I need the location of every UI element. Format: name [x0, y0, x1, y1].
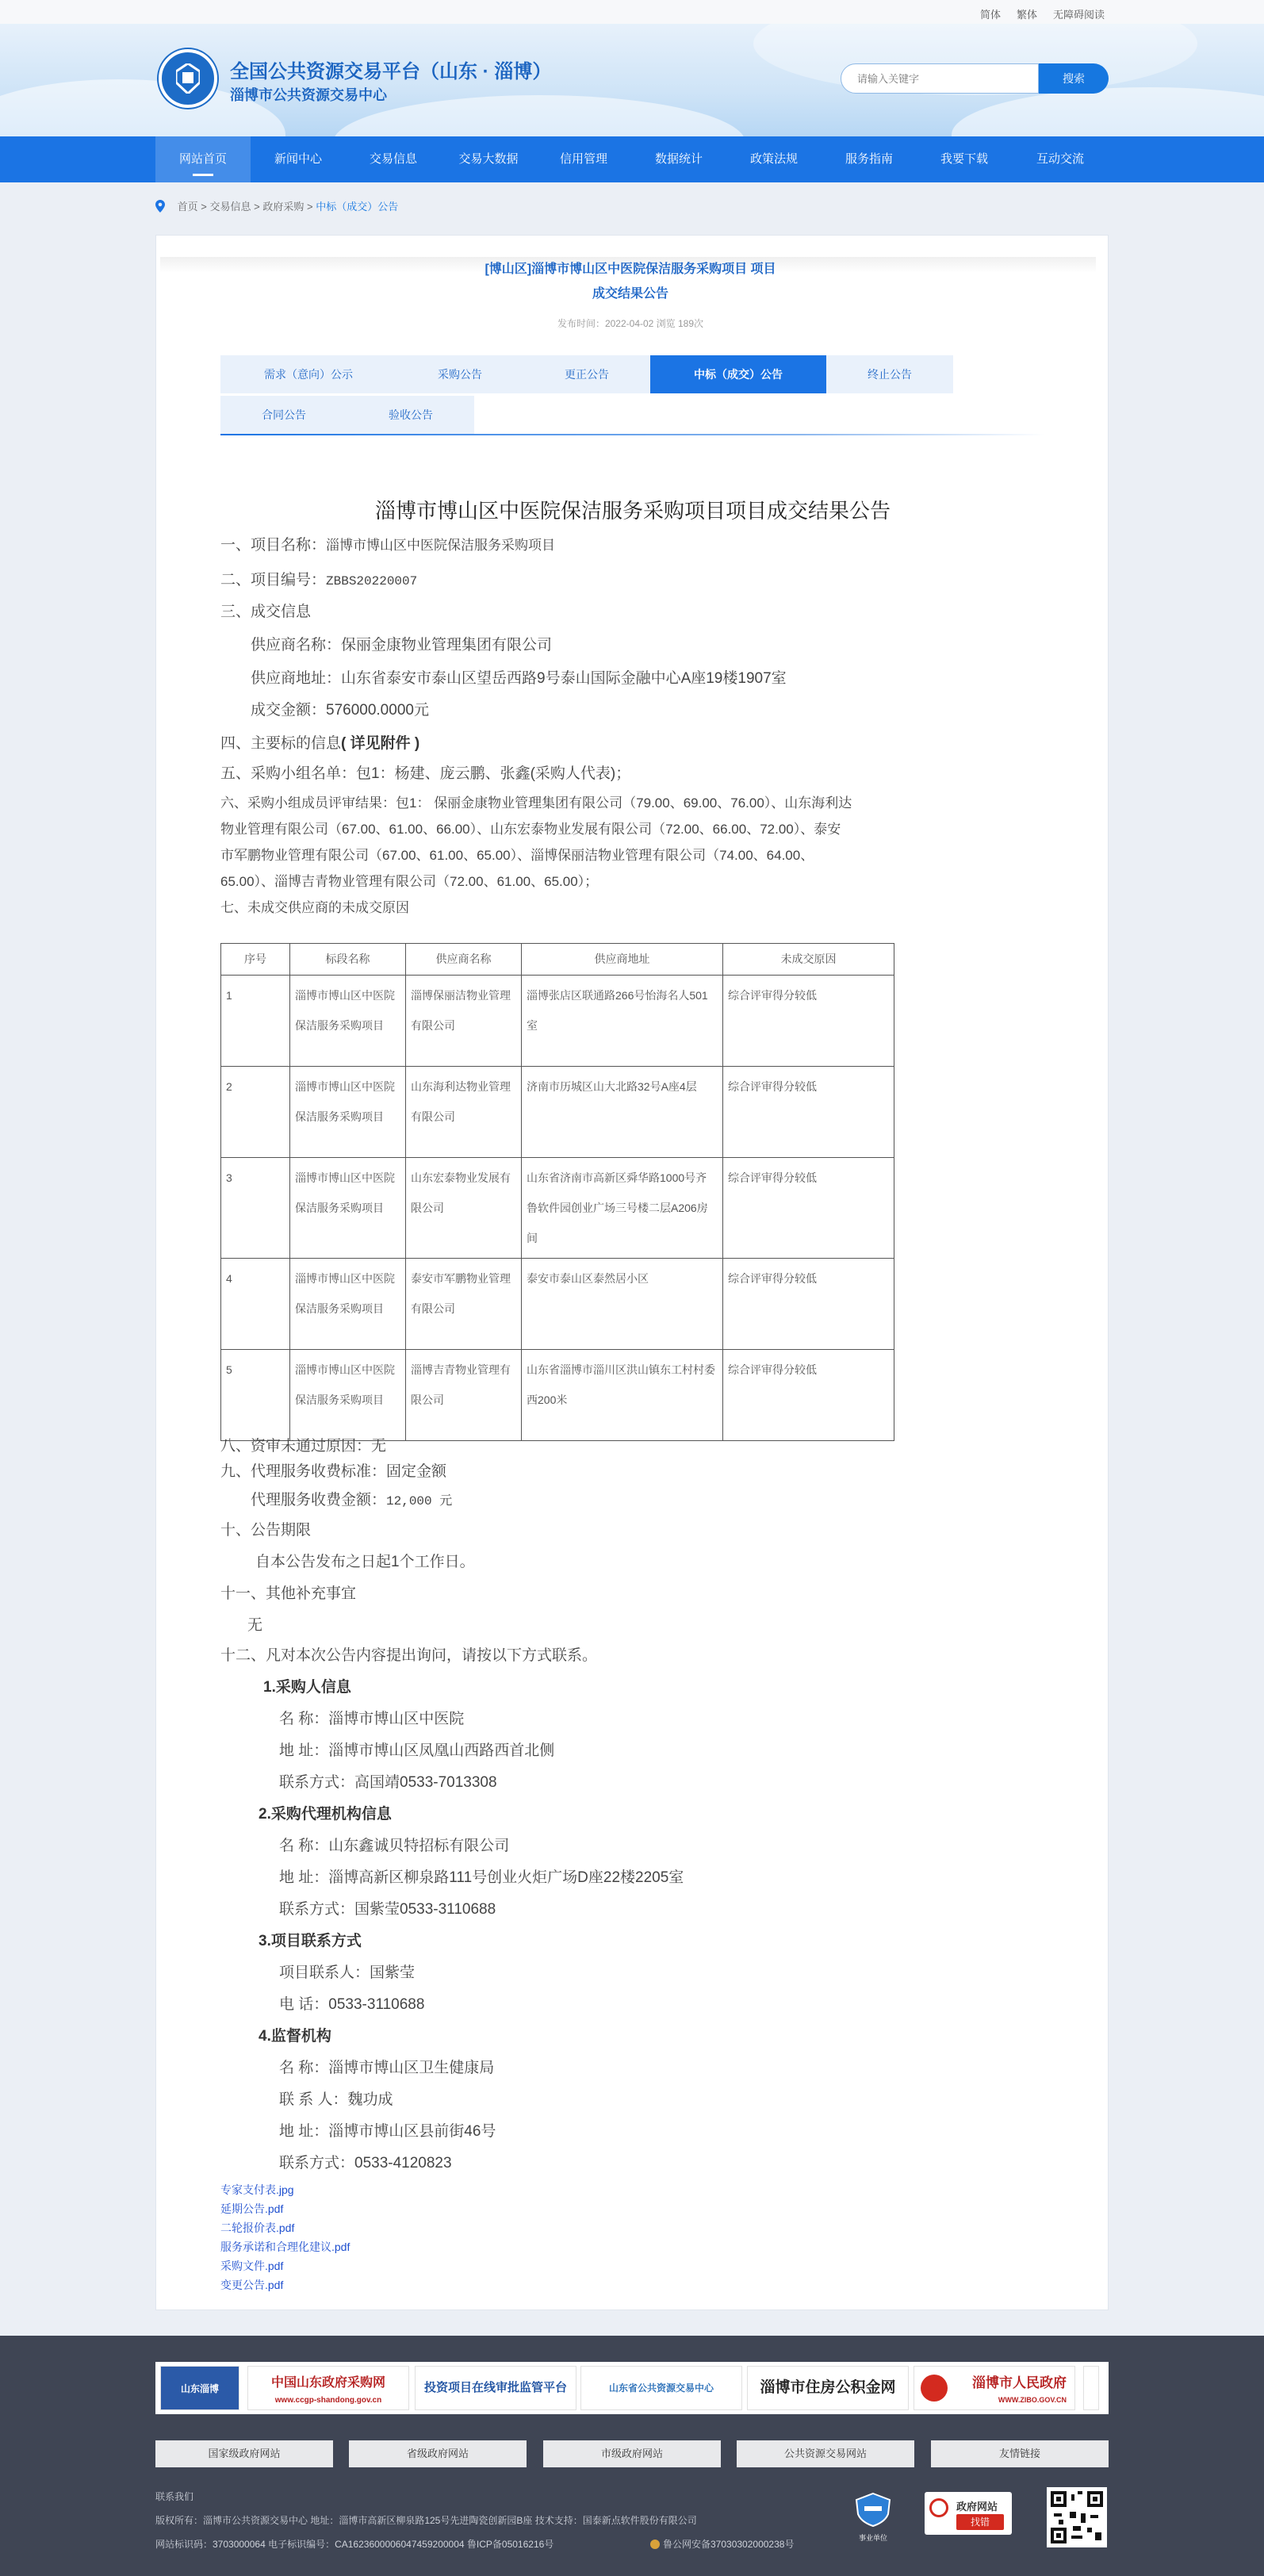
footer-contact-us[interactable]: 联系我们: [155, 2491, 194, 2502]
item-review-results-line4: 65.00）、淄博吉青物业管理有限公司（72.00、61.00、65.00）；: [220, 874, 599, 889]
partner-logo-ccgp[interactable]: 中国山东政府采购网 www.ccgp-shandong.gov.cn: [247, 2366, 409, 2410]
cell-index: 1: [221, 976, 290, 1067]
partner-logo-partial[interactable]: [1083, 2366, 1099, 2410]
article-title-line2: 成交结果公告: [592, 287, 668, 301]
table-row: [221, 1067, 894, 1158]
cell-reason: 综合评审得分较低: [723, 1067, 894, 1158]
breadcrumb: [155, 198, 398, 220]
th-supplier-address: 供应商地址: [522, 944, 723, 976]
item-panel-list: 五、采购小组名单：包1：杨建、庞云鹏、张鑫(采购人代表)；: [220, 765, 631, 782]
failed-suppliers-table: [220, 943, 894, 1441]
notice-period-text: 自本公告发布之日起1个工作日。: [255, 1554, 475, 1570]
partner-logo-sdggzy[interactable]: 山东省公共资源交易中心: [580, 2366, 742, 2410]
attachment-link[interactable]: 服务承诺和合理化建议.pdf: [220, 2241, 350, 2253]
cell-supplier-address: 山东省济南市高新区舜华路1000号齐鲁软件园创业广场三号楼二层A206房间: [522, 1158, 723, 1259]
attachment-link[interactable]: 二轮报价表.pdf: [220, 2221, 295, 2234]
nav-interaction[interactable]: 互动交流: [1036, 152, 1084, 166]
cell-supplier-address: 济南市历城区山大北路32号A座4层: [522, 1067, 723, 1158]
agency-contact: 联系方式：国紫莹0533-3110688: [279, 1901, 496, 1918]
announcement-heading: 淄博市博山区中医院保洁服务采购项目项目成交结果公告: [374, 499, 891, 523]
cell-reason: 综合评审得分较低: [723, 1350, 894, 1441]
tab-demand[interactable]: 需求（意向）公示: [220, 355, 396, 393]
qr-code: [1047, 2487, 1107, 2547]
top-links-bar: [0, 0, 1264, 24]
item-review-results-line1: 六、采购小组成员评审结果：包1： 保丽金康物业管理集团有限公司（79.00、69.00、76.00）、山东海利达: [220, 795, 852, 811]
supervisor-phone: 联系方式：0533-4120823: [279, 2155, 452, 2172]
project-contact-person: 项目联系人：国紫莹: [279, 1965, 416, 1981]
nav-statistics[interactable]: 数据统计: [654, 152, 703, 166]
cell-lot-name: 淄博市博山区中医院保洁服务采购项目: [290, 1067, 406, 1158]
supplier-address: 供应商地址：山东省泰安市泰山区望岳西路9号泰山国际金融中心A座19楼1907室: [251, 670, 787, 687]
th-supplier-name: 供应商名称: [406, 944, 522, 976]
item-main-subject: 四、主要标的信息( 详见附件 ): [220, 735, 420, 752]
partner-logo-investment[interactable]: 投资项目在线审批监管平台: [415, 2366, 576, 2410]
table-row: [221, 1350, 894, 1441]
nav-news[interactable]: 新闻中心: [274, 152, 322, 166]
attachment-link[interactable]: 变更公告.pdf: [220, 2279, 284, 2291]
agency-info-heading: 2.采购代理机构信息: [259, 1806, 392, 1823]
footer-link-city-gov[interactable]: 市级政府网站: [543, 2440, 721, 2467]
tab-acceptance[interactable]: 验收公告: [347, 396, 474, 434]
table-row: [221, 1158, 894, 1259]
site-header: [0, 24, 1264, 136]
nav-big-data[interactable]: 交易大数据: [458, 152, 519, 166]
footer-link-provincial-gov[interactable]: 省级政府网站: [349, 2440, 527, 2467]
footer-copyright: 版权所有：淄博市公共资源交易中心 地址：淄博市高新区柳泉路125号先进陶瓷创新园B座 技术支持：国泰新点软件股份有限公司: [155, 2515, 697, 2526]
article-title-line1: [博山区]淄博市博山区中医院保洁服务采购项目 项目: [485, 263, 776, 276]
attachment-link[interactable]: 延期公告.pdf: [220, 2202, 284, 2215]
breadcrumb-current: 中标（成交）公告: [316, 201, 399, 213]
project-contact-phone: 电 话：0533-3110688: [279, 1996, 425, 2013]
tab-contract[interactable]: 合同公告: [220, 396, 347, 434]
supervisor-name: 名 称：淄博市博山区卫生健康局: [279, 2060, 495, 2076]
agency-address: 地 址：淄博高新区柳泉路111号创业火炬广场D座22楼2205室: [279, 1869, 684, 1886]
main-nav: [0, 136, 1264, 182]
site-title: 全国公共资源交易平台（山东 · 淄博）: [230, 61, 552, 82]
cell-reason: 综合评审得分较低: [723, 1158, 894, 1259]
cell-supplier-name: 山东海利达物业管理有限公司: [406, 1067, 522, 1158]
cell-supplier-name: 淄博吉青物业管理有限公司: [406, 1350, 522, 1441]
breadcrumb-home[interactable]: 首页: [177, 201, 198, 213]
footer-police-record: 鲁公网安备37030302000238号: [650, 2537, 794, 2551]
traditional-link[interactable]: 繁体: [1017, 9, 1038, 21]
footer-link-national-gov[interactable]: 国家级政府网站: [155, 2440, 333, 2467]
tab-award-notice[interactable]: 中标（成交）公告: [650, 355, 826, 393]
tab-underline: [220, 434, 1045, 435]
table-row: [221, 976, 894, 1067]
nav-policy[interactable]: 政策法规: [749, 152, 798, 166]
cell-lot-name: 淄博市博山区中医院保洁服务采购项目: [290, 1259, 406, 1350]
item-agency-fee-standard: 九、代理服务收费标准：固定金额: [220, 1463, 447, 1480]
breadcrumb-separator: >: [254, 201, 260, 213]
purchaser-address: 地 址：淄博市博山区凤凰山西路西首北侧: [279, 1742, 555, 1759]
supervisor-contact-person: 联 系 人：魏功成: [279, 2091, 393, 2108]
police-badge-icon: [650, 2540, 660, 2549]
cell-supplier-name: 山东宏泰物业发展有限公司: [406, 1158, 522, 1259]
th-lot-name: 标段名称: [290, 944, 406, 976]
footer-link-friendly[interactable]: 友情链接: [931, 2440, 1109, 2467]
breadcrumb-separator: >: [306, 201, 313, 213]
breadcrumb-trade-info[interactable]: 交易信息: [209, 201, 251, 213]
cell-index: 4: [221, 1259, 290, 1350]
article-meta: 发布时间：2022-04-02 浏览 189次: [557, 318, 704, 329]
item-qualification-failure: 八、资审未通过原因：无: [220, 1438, 387, 1455]
accessibility-link[interactable]: 无障碍阅读: [1053, 9, 1105, 21]
tab-procurement-notice[interactable]: 采购公告: [396, 355, 523, 393]
agency-name: 名 称：山东鑫诚贝特招标有限公司: [279, 1838, 510, 1854]
qr-code-icon: [1051, 2491, 1103, 2543]
nav-download[interactable]: 我要下载: [940, 152, 988, 166]
national-emblem-icon: [921, 2375, 948, 2402]
simplified-link[interactable]: 简体: [980, 9, 1002, 21]
breadcrumb-separator: >: [201, 201, 207, 213]
nav-trade-info[interactable]: 交易信息: [369, 152, 417, 166]
item-review-results-line3: 市军鹏物业管理有限公司（67.00、61.00、65.00）、淄博保丽洁物业管理有限公司（74.00、64.00、: [220, 848, 814, 863]
deal-amount: 成交金额：576000.0000元: [251, 702, 429, 719]
cell-supplier-address: 淄博张店区联通路266号怡海名人501室: [522, 976, 723, 1067]
item-review-results-line2: 物业管理有限公司（67.00、61.00、66.00）、山东宏泰物业发展有限公司（72.00、66.00、72.00）、泰安: [220, 822, 841, 837]
partner-logo-zibo[interactable]: 山东淄博: [160, 2366, 239, 2410]
cell-supplier-address: 山东省淄博市淄川区洪山镇东工村村委西200米: [522, 1350, 723, 1441]
tab-correction[interactable]: 更正公告: [523, 355, 650, 393]
th-index: 序号: [221, 944, 290, 976]
item-project-name: 一、项目名称：淄博市博山区中医院保洁服务采购项目: [220, 537, 556, 554]
partner-logo-housing-fund[interactable]: 淄博市住房公积金网: [747, 2366, 909, 2410]
nav-home[interactable]: 网站首页: [155, 136, 251, 182]
supervisor-heading: 4.监督机构: [259, 2028, 331, 2045]
supplier-name: 供应商名称：保丽金康物业管理集团有限公司: [251, 637, 553, 654]
item-other-matters: 十一、其他补充事宜: [220, 1585, 357, 1602]
site-logo[interactable]: [159, 49, 217, 108]
nav-credit[interactable]: 信用管理: [559, 152, 607, 166]
cell-index: 3: [221, 1158, 290, 1259]
footer-site-ids: 网站标识码：3703000064 电子标识编号：CA1623600006047459200004 鲁ICP备05016216号: [155, 2539, 554, 2550]
cell-reason: 综合评审得分较低: [723, 1259, 894, 1350]
cell-reason: 综合评审得分较低: [723, 976, 894, 1067]
site-subtitle: 淄博市公共资源交易中心: [230, 87, 387, 103]
cell-lot-name: 淄博市博山区中医院保洁服务采购项目: [290, 1350, 406, 1441]
item-contact-intro: 十二、凡对本次公告内容提出询问，请按以下方式联系。: [220, 1647, 598, 1664]
item-unsuccessful-reasons: 七、未成交供应商的未成交原因: [220, 900, 409, 915]
purchaser-name: 名 称：淄博市博山区中医院: [279, 1711, 465, 1727]
logo-emblem-icon: [176, 63, 200, 94]
attachment-link[interactable]: 采购文件.pdf: [220, 2260, 284, 2272]
magnifier-icon: [929, 2498, 948, 2517]
footer-link-trade-sites[interactable]: 公共资源交易网站: [737, 2440, 914, 2467]
th-reason: 未成交原因: [723, 944, 894, 976]
project-contact-heading: 3.项目联系方式: [259, 1933, 362, 1949]
cell-lot-name: 淄博市博山区中医院保洁服务采购项目: [290, 1158, 406, 1259]
agency-fee-amount: 代理服务收费金额：12,000 元: [251, 1492, 453, 1508]
institution-badge[interactable]: 事业单位: [853, 2492, 893, 2538]
nav-guide[interactable]: 服务指南: [845, 152, 893, 166]
purchaser-contact: 联系方式：高国靖0533-7013308: [279, 1774, 497, 1791]
breadcrumb-procurement[interactable]: 政府采购: [262, 201, 305, 213]
cell-index: 5: [221, 1350, 290, 1441]
item-notice-period: 十、公告期限: [220, 1522, 312, 1539]
location-pin-icon: [155, 200, 165, 213]
table-header-row: [221, 944, 894, 976]
cell-lot-name: 淄博市博山区中医院保洁服务采购项目: [290, 976, 406, 1067]
cell-supplier-address: 泰安市泰山区泰然居小区: [522, 1259, 723, 1350]
partner-logo-zibo-gov[interactable]: 淄博市人民政府 WWW.ZIBO.GOV.CN: [914, 2366, 1075, 2410]
supervisor-address: 地 址：淄博市博山区县前街46号: [279, 2123, 496, 2140]
tab-termination[interactable]: 终止公告: [826, 355, 953, 393]
gov-site-error-report[interactable]: 政府网站 找错: [925, 2492, 1012, 2535]
cell-index: 2: [221, 1067, 290, 1158]
table-row: [221, 1259, 894, 1350]
cell-supplier-name: 淄博保丽洁物业管理有限公司: [406, 976, 522, 1067]
search-button[interactable]: 搜索: [1039, 63, 1109, 94]
item-project-number: 二、项目编号：ZBBS20220007: [220, 572, 418, 588]
attachment-link[interactable]: 专家支付表.jpg: [220, 2183, 294, 2196]
shield-icon: [853, 2492, 893, 2527]
purchaser-info-heading: 1.采购人信息: [263, 1679, 351, 1696]
item-deal-info: 三、成交信息: [220, 604, 312, 620]
other-matters-text: 无: [247, 1617, 263, 1634]
search-input[interactable]: [841, 63, 1039, 94]
cell-supplier-name: 泰安市军鹏物业管理有限公司: [406, 1259, 522, 1350]
